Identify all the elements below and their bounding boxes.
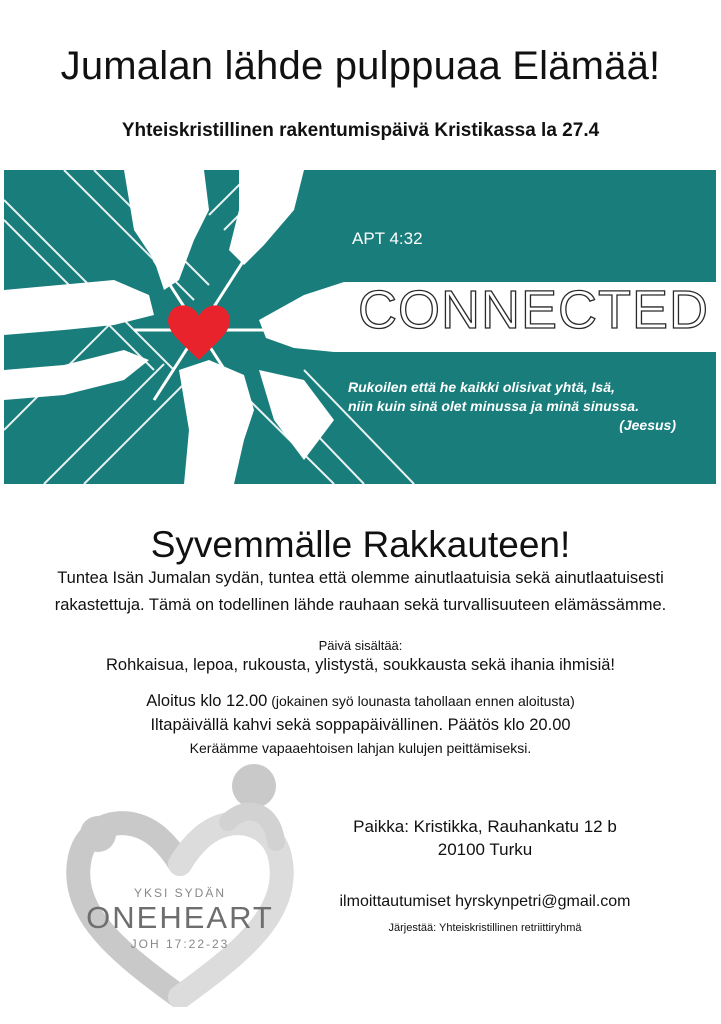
quote-author: (Jeesus)	[619, 417, 676, 433]
start-time	[0, 692, 721, 711]
day-contents-label: Päivä sisältää:	[318, 638, 403, 653]
day-contents: Rohkaisua, lepoa, rukousta, ylistystä, soukkausta sekä ihania ihmisiä!	[105, 656, 615, 674]
oneheart-logo	[58, 762, 303, 1007]
place-address: Paikka: Kristikka, Rauhankatu 12 b	[353, 817, 617, 836]
page-title: Jumalan lähde pulppuaa Elämää!	[60, 44, 661, 88]
logo-top-text: YKSI SYDÄN	[133, 886, 227, 900]
quote-line-2: niin kuin sinä olet minussa ja minä sinussa.	[348, 398, 639, 414]
quote-line-1: Rukoilen että he kaikki olisivat yhtä, Isä,	[348, 379, 615, 395]
logo-verse: JOH 17:22-23	[130, 937, 230, 951]
logo-name: ONEHEART	[86, 900, 274, 935]
event-subtitle: Yhteiskristillinen rakentumispäivä Kristikassa la 27.4	[121, 120, 600, 141]
place-postal: 20100 Turku	[437, 840, 533, 859]
intro-line-2: rakastettuja. Tämä on todellinen lähde rauhaan sekä turvallisuuteen elämässämme.	[54, 596, 667, 614]
afternoon-program: Iltapäivällä kahvi sekä soppapäivällinen. Päätös klo 20.00	[150, 716, 571, 734]
signup-email: ilmoittautumiset hyrskynpetri@gmail.com	[339, 893, 631, 910]
intro-line-1: Tuntea Isän Jumalan sydän, tuntea että olemme ainutlaatuisia sekä ainutlaatuisesti	[57, 569, 664, 587]
verse-reference: APT 4:32	[352, 229, 423, 248]
section-heading: Syvemmälle Rakkauteen!	[150, 524, 571, 565]
connected-banner	[4, 170, 716, 484]
offering-note: Keräämme vapaaehtoisen lahjan kulujen peittämiseksi.	[189, 740, 532, 756]
connected-title: CONNECTED	[358, 280, 710, 340]
organizer: Järjestää: Yhteiskristillinen retriittiryhmä	[388, 922, 582, 934]
start-main: Aloitus klo 12.00	[146, 692, 268, 710]
start-note: (jokainen syö lounasta tahollaan ennen aloitusta)	[267, 693, 575, 709]
